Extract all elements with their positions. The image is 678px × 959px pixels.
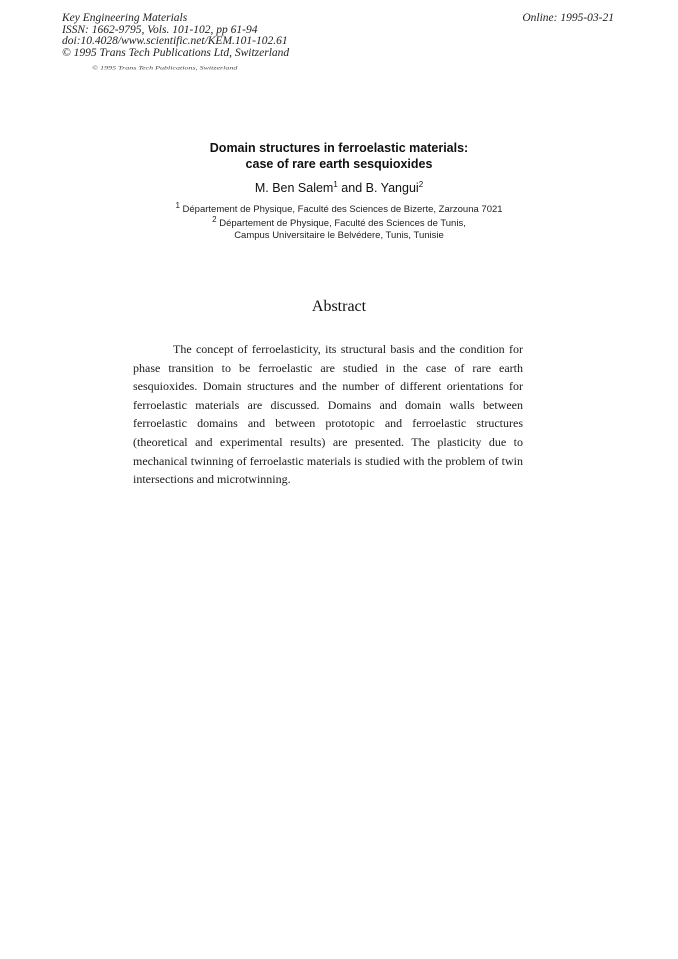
author-2-affiliation-mark: 2 [418,179,424,189]
author-conjunction: and [337,181,366,195]
author-2: B. Yangui [365,181,419,195]
affiliation-2-mark: 2 [212,214,217,224]
faint-copyright-line: © 1995 Trans Tech Publications, Switzerland [92,65,238,71]
abstract-text: The concept of ferroelasticity, its structural basis and the condition for phase transition to be ferroelastic are studied in the case of rare earth sesquioxides. Domain structures and the number of different orientations for ferroelastic materials are discussed. Domains and domain walls between ferroelastic domains and between prototopic and ferroelastic structures (theoretical and experimental results) are presented. The plasticity due to mechanical twinning of ferroelastic materials is studied with the problem of twin intersections and microtwinning. [133,342,523,487]
issn-line: ISSN: 1662-9795, Vols. 101-102, pp 61-94 [62,23,258,36]
affiliation-1 [0,200,678,216]
paper-title-line-1: Domain structures in ferroelastic materials: [209,141,469,155]
journal-name: Key Engineering Materials [62,12,188,24]
author-1-affiliation-mark: 1 [333,179,338,189]
paper-title-block [0,140,678,242]
paper-title-line-2: case of rare earth sesquioxides [245,157,433,171]
affiliation-2-continued: Campus Universitaire le Belvédere, Tunis, Tunisie [234,230,444,241]
abstract-heading: Abstract [311,298,367,315]
copyright-line: © 1995 Trans Tech Publications Ltd, Switzerland [62,46,290,59]
authors-line [0,180,678,196]
affiliation-1-text: Département de Physique, Faculté des Sciences de Bizerte, Zarzouna 7021 [182,204,503,215]
publication-header [62,13,289,59]
online-date: Online: 1995-03-21 [522,12,614,24]
affiliation-1-mark: 1 [175,200,180,210]
affiliation-2-line-1: Département de Physique, Faculté des Sciences de Tunis, [219,218,466,229]
author-1: M. Ben Salem [254,181,334,195]
affiliation-2 [0,214,678,230]
doi-line[interactable]: doi:10.4028/www.scientific.net/KEM.101-102.61 [62,35,288,47]
